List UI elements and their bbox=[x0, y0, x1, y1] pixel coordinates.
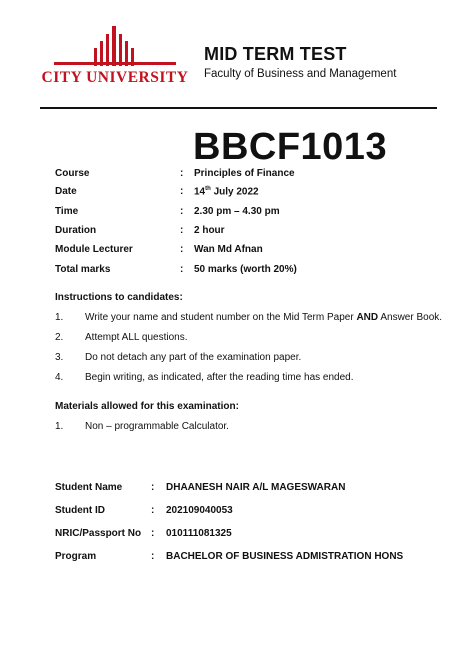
instruction-text: Attempt ALL questions. bbox=[85, 332, 188, 343]
test-title: MID TERM TEST bbox=[204, 44, 347, 64]
instruction-number: 3. bbox=[55, 352, 64, 363]
student-colon: : bbox=[151, 528, 155, 539]
header-divider bbox=[40, 107, 437, 109]
student-colon: : bbox=[151, 482, 155, 493]
student-colon: : bbox=[151, 505, 155, 516]
student-colon: : bbox=[151, 551, 155, 562]
detail-label: Module Lecturer bbox=[55, 244, 133, 255]
student-value: DHAANESH NAIR A/L MAGESWARAN bbox=[166, 482, 346, 493]
student-label: Student Name bbox=[55, 482, 123, 493]
material-text: Non – programmable Calculator. bbox=[85, 421, 229, 432]
student-label: NRIC/Passport No bbox=[55, 528, 142, 539]
detail-value: 2 hour bbox=[194, 225, 225, 236]
instruction-text: Write your name and student number on the Mid Term Paper AND Answer Book. bbox=[85, 312, 443, 323]
detail-label: Total marks bbox=[55, 264, 111, 275]
student-label: Student ID bbox=[55, 505, 105, 516]
instruction-number: 2. bbox=[55, 332, 64, 343]
materials-heading: Materials allowed for this examination: bbox=[55, 401, 239, 412]
detail-label: Duration bbox=[55, 225, 97, 236]
instruction-number: 4. bbox=[55, 372, 64, 383]
detail-colon: : bbox=[180, 225, 184, 236]
instruction-number: 1. bbox=[55, 312, 64, 323]
student-value: BACHELOR OF BUSINESS ADMISTRATION HONS bbox=[166, 551, 404, 562]
instructions-heading: Instructions to candidates: bbox=[55, 292, 183, 303]
detail-value: 50 marks (worth 20%) bbox=[194, 264, 297, 275]
detail-value: 2.30 pm – 4.30 pm bbox=[194, 206, 280, 217]
university-wordmark: CITY UNIVERSITY bbox=[41, 69, 189, 86]
detail-value: Wan Md Afnan bbox=[194, 244, 263, 255]
detail-value: Principles of Finance bbox=[194, 168, 295, 179]
instruction-text: Do not detach any part of the examination paper. bbox=[85, 352, 302, 363]
detail-colon: : bbox=[180, 244, 184, 255]
detail-label: Date bbox=[55, 186, 77, 197]
instruction-text: Begin writing, as indicated, after the reading time has ended. bbox=[85, 372, 354, 383]
material-number: 1. bbox=[55, 421, 64, 432]
detail-value-date: 14th July 2022 bbox=[194, 186, 259, 198]
course-code: BBCF1013 bbox=[193, 126, 388, 168]
student-label: Program bbox=[55, 551, 97, 562]
student-value: 010111081325 bbox=[166, 528, 232, 539]
detail-label: Time bbox=[55, 206, 79, 217]
detail-label: Course bbox=[55, 168, 90, 179]
detail-colon: : bbox=[180, 264, 184, 275]
detail-colon: : bbox=[180, 206, 184, 217]
student-value: 202109040053 bbox=[166, 505, 233, 516]
detail-colon: : bbox=[180, 168, 184, 179]
faculty-name: Faculty of Business and Management bbox=[204, 68, 397, 80]
detail-colon: : bbox=[180, 186, 184, 197]
